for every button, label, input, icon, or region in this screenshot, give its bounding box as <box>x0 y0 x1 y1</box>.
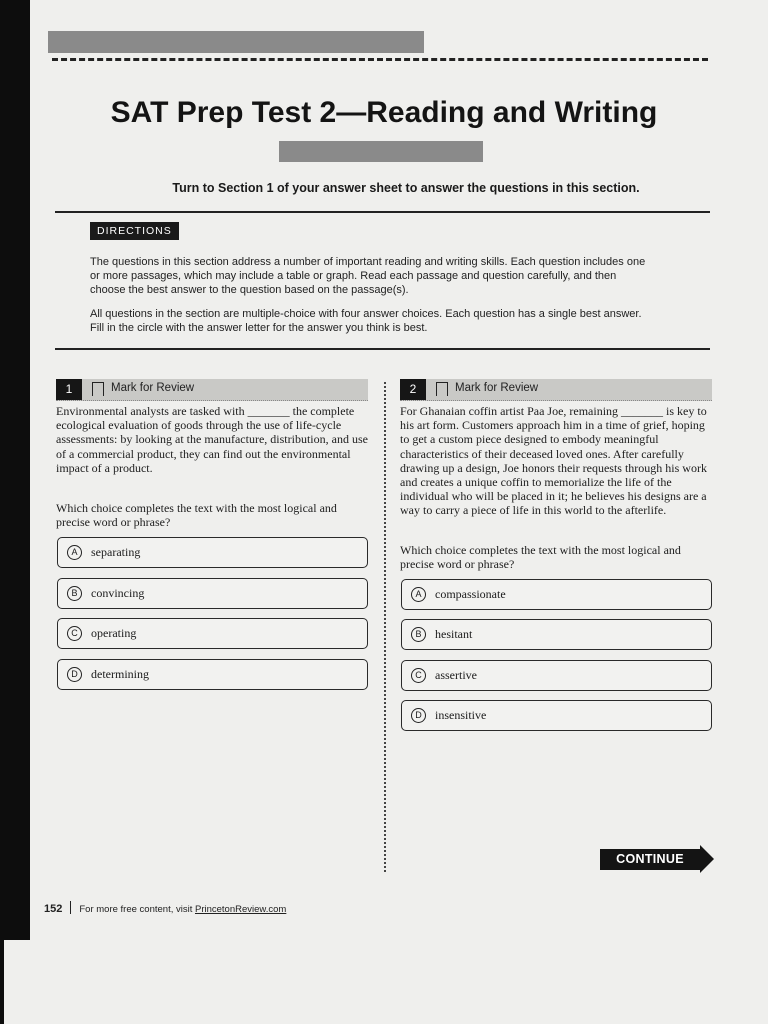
choice-text: determining <box>91 667 149 681</box>
choice-letter-circle: C <box>411 668 426 683</box>
question-1-header <box>56 379 368 401</box>
page-title: SAT Prep Test 2—Reading and Writing <box>110 96 658 129</box>
continue-button[interactable]: CONTINUE <box>600 849 700 870</box>
choice-letter-circle: A <box>67 545 82 560</box>
question-number: 1 <box>56 379 82 400</box>
q2-choice-d[interactable] <box>401 700 712 731</box>
footer-link[interactable]: PrincetonReview.com <box>194 904 287 915</box>
redaction-bar-top <box>48 31 424 53</box>
scan-edge-shadow-lower <box>0 940 4 1024</box>
question-2-prompt: Which choice completes the text with the most logical and precise word or phrase? <box>400 543 681 572</box>
question-number: 2 <box>400 379 426 400</box>
directions-paragraph-1: The questions in this section address a number of important reading and writing skills. Each question includes one or more passages, which may include a table or graph. Read each passage and question carefully, and then choose the best answer to the question based on the passage(s). <box>90 256 646 296</box>
section-instruction: Turn to Section 1 of your answer sheet to answer the questions in this section. <box>172 181 640 195</box>
divider-bottom <box>55 348 710 350</box>
choice-letter-circle: C <box>67 626 82 641</box>
divider-top <box>55 211 710 213</box>
question-2-passage: For Ghanaian coffin artist Paa Joe, remaining _______ is key to his art form. Customers approach him in a time of grief, hoping to get a custom piece designed to embody meaningful characteristics of their deceased loved ones. After carefully drawing up a design, Joe honors their requests through his work and creates a unique coffin to memorialize the life of the individual who will be placed in it; he believes his designs are a way to carry a piece of life in this world to the afterlife. <box>400 404 707 518</box>
choice-text: assertive <box>435 668 477 682</box>
question-2-header <box>400 379 712 401</box>
choice-text: compassionate <box>435 587 506 601</box>
choice-letter-circle: D <box>67 667 82 682</box>
footer-text: For more free content, visit <box>79 904 195 915</box>
q2-choice-c[interactable] <box>401 660 712 691</box>
column-divider <box>384 382 386 872</box>
dashed-rule <box>52 58 708 61</box>
bookmark-icon[interactable] <box>92 382 104 396</box>
q2-choice-b[interactable] <box>401 619 712 650</box>
q1-choice-b[interactable] <box>57 578 368 609</box>
bookmark-icon[interactable] <box>436 382 448 396</box>
q2-choice-a[interactable] <box>401 579 712 610</box>
choice-text: separating <box>91 545 141 559</box>
q1-choice-c[interactable] <box>57 618 368 649</box>
scan-edge-shadow <box>0 0 30 940</box>
choice-letter-circle: A <box>411 587 426 602</box>
directions-paragraph-2: All questions in the section are multiple-choice with four answer choices. Each question has a single best answer. Fill in the circle with the answer letter for the answer you think is best. <box>90 308 642 334</box>
choice-text: convincing <box>91 586 145 600</box>
choice-text: operating <box>91 626 137 640</box>
page-footer <box>44 899 286 917</box>
question-1-prompt: Which choice completes the text with the most logical and precise word or phrase? <box>56 501 337 530</box>
mark-for-review-label[interactable]: Mark for Review <box>455 382 539 394</box>
choice-letter-circle: D <box>411 708 426 723</box>
mark-for-review-label[interactable]: Mark for Review <box>111 382 195 394</box>
continue-arrow-icon[interactable] <box>700 845 714 873</box>
redaction-bar-subtitle <box>279 141 483 162</box>
q1-choice-d[interactable] <box>57 659 368 690</box>
choice-text: hesitant <box>435 627 473 641</box>
question-1-passage: Environmental analysts are tasked with _______ the complete ecological evaluation of goods through the use of life-cycle assessments: by looking at the manufacture, distribution, and use of a commercial product, they can find out the environmental impact of a product. <box>56 404 368 475</box>
choice-letter-circle: B <box>67 586 82 601</box>
choice-text: insensitive <box>435 708 487 722</box>
page-number: 152 <box>44 903 63 915</box>
footer-separator <box>70 901 71 914</box>
q1-choice-a[interactable] <box>57 537 368 568</box>
choice-letter-circle: B <box>411 627 426 642</box>
directions-label: DIRECTIONS <box>90 222 179 240</box>
